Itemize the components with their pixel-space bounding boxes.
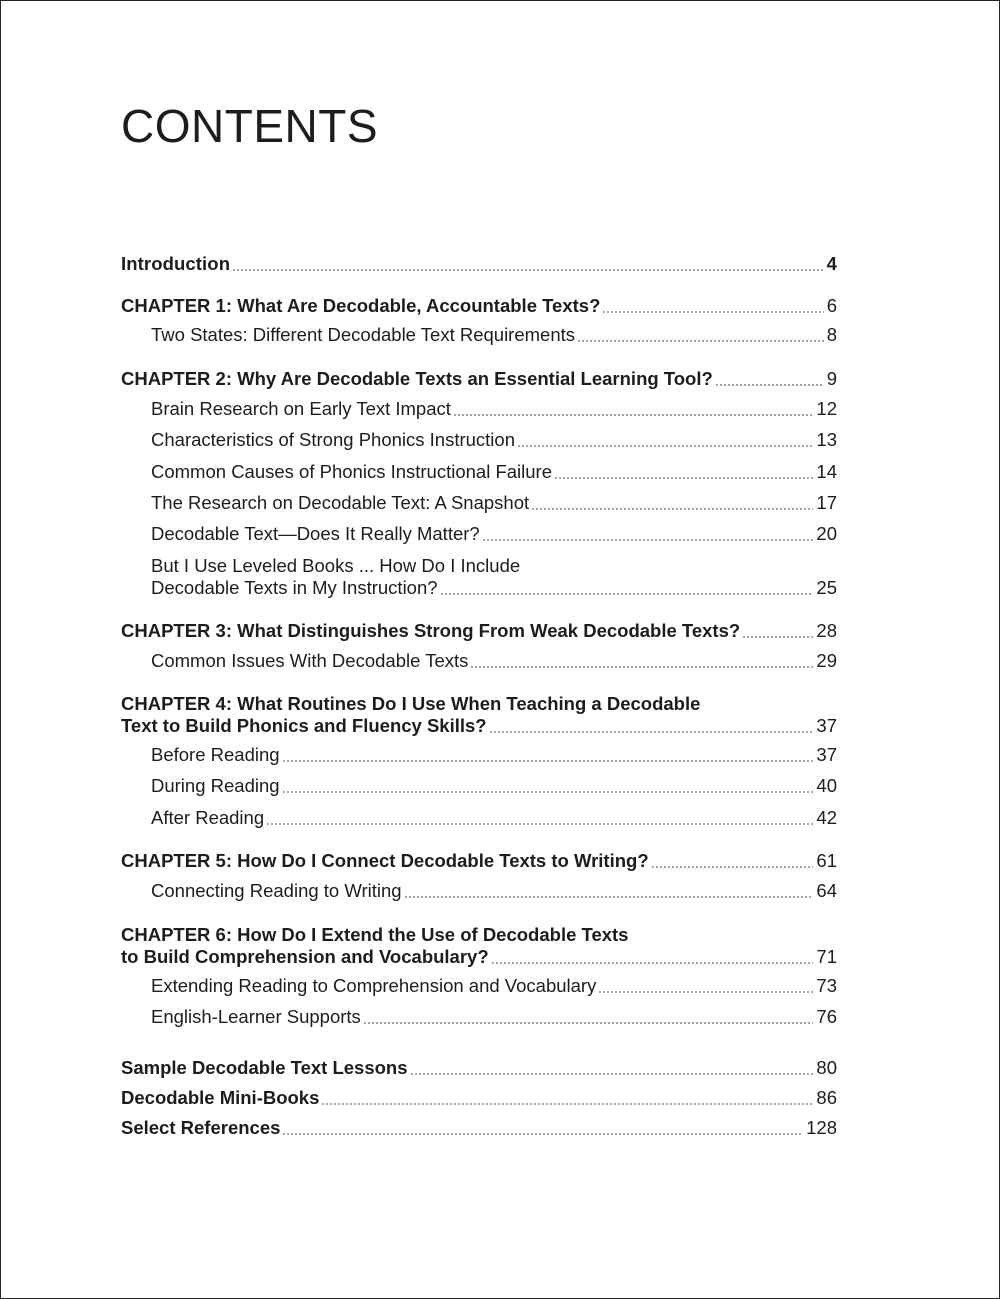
dot-leader [602, 311, 823, 313]
toc-entry-title [121, 620, 740, 642]
toc-entry-sample-lessons[interactable] [121, 1057, 837, 1079]
toc-entry-title: Sample Decodable Text Lessons [121, 1057, 408, 1078]
toc-page-number: 73 [816, 975, 837, 996]
toc-entry-title: Introduction [121, 253, 231, 274]
toc-page-number: 4 [826, 253, 837, 274]
dot-leader [282, 791, 814, 793]
toc-page-number: 8 [826, 324, 837, 345]
chapter-title-line1: What Routines Do I Use When Teaching a Decodable [237, 693, 701, 714]
toc-entry-title-line2: Decodable Texts in My Instruction? [151, 577, 438, 598]
chapter-label: CHAPTER 2: [121, 368, 233, 389]
toc-entry-title-line2: Text to Build Phonics and Fluency Skills? [121, 715, 487, 736]
dot-leader [598, 991, 813, 993]
toc-entry-two-states[interactable] [151, 324, 837, 346]
dot-leader [577, 340, 824, 342]
dot-leader [321, 1103, 813, 1105]
toc-page-number: 40 [816, 775, 837, 796]
toc-entry-title: The Research on Decodable Text: A Snapshot [151, 492, 530, 513]
dot-leader [282, 1133, 803, 1135]
toc-entry-title-line1 [121, 924, 837, 946]
toc-page-number: 29 [816, 650, 837, 671]
dot-leader [232, 269, 824, 271]
toc-entry-title: During Reading [151, 775, 280, 796]
toc-entry-title: Common Causes of Phonics Instructional Failure [151, 461, 553, 482]
toc-page-number: 6 [826, 295, 837, 316]
toc-page-number: 86 [816, 1087, 837, 1108]
toc-entry-title [121, 368, 713, 390]
chapter-label: CHAPTER 6: [121, 924, 233, 945]
toc-page-number: 9 [826, 368, 837, 389]
toc-entry-brain-research[interactable] [151, 398, 837, 420]
toc-entry-title: Select References [121, 1117, 281, 1138]
toc-entry-chapter-1[interactable] [121, 295, 837, 317]
toc-entry-extending-reading[interactable] [151, 975, 837, 997]
toc-entry-chapter-3[interactable] [121, 620, 837, 642]
dot-leader [742, 636, 813, 638]
dot-leader [482, 539, 814, 541]
dot-leader [715, 384, 824, 386]
toc-page-number: 13 [816, 429, 837, 450]
toc-page-number: 64 [816, 880, 837, 901]
dot-leader [470, 666, 813, 668]
page-title: CONTENTS [121, 100, 378, 152]
toc-page-number: 71 [816, 946, 837, 967]
dot-leader [554, 477, 813, 479]
toc-entry-english-learner[interactable] [151, 1006, 837, 1028]
toc-entry-title: Characteristics of Strong Phonics Instruction [151, 429, 515, 450]
dot-leader [491, 962, 814, 964]
toc-page-number: 80 [816, 1057, 837, 1078]
toc-entry-title: Before Reading [151, 744, 280, 765]
toc-entry-title: Brain Research on Early Text Impact [151, 398, 451, 419]
toc-entry-title: Decodable Text—Does It Really Matter? [151, 523, 480, 544]
toc-entry-common-causes[interactable] [151, 461, 837, 483]
toc-entry-introduction[interactable] [121, 253, 837, 275]
toc-entry-title-line2: to Build Comprehension and Vocabulary? [121, 946, 489, 967]
toc-entry-chapter-5[interactable] [121, 850, 837, 872]
chapter-title-line1: How Do I Extend the Use of Decodable Texts [237, 924, 629, 945]
dot-leader [531, 508, 813, 510]
dot-leader [282, 760, 814, 762]
toc-entry-leveled-books[interactable] [151, 555, 837, 599]
toc-entry-after-reading[interactable] [151, 807, 837, 829]
toc-page-number: 42 [816, 807, 837, 828]
toc-entry-characteristics[interactable] [151, 429, 837, 451]
chapter-title: What Distinguishes Strong From Weak Decodable Texts? [237, 620, 741, 641]
toc-entry-title: Common Issues With Decodable Texts [151, 650, 469, 671]
dot-leader [363, 1022, 814, 1024]
toc-entry-before-reading[interactable] [151, 744, 837, 766]
toc-entry-title-line1 [121, 693, 837, 715]
toc-page-number: 17 [816, 492, 837, 513]
toc-page-number: 128 [806, 1117, 837, 1138]
dot-leader [266, 823, 813, 825]
toc-entry-title: Connecting Reading to Writing [151, 880, 402, 901]
toc-page-number: 37 [816, 744, 837, 765]
chapter-title: What Are Decodable, Accountable Texts? [237, 295, 601, 316]
toc-entry-common-issues[interactable] [151, 650, 837, 672]
toc-entry-title: Decodable Mini-Books [121, 1087, 320, 1108]
toc-entry-title: English-Learner Supports [151, 1006, 361, 1027]
table-of-contents [1, 1, 999, 1298]
dot-leader [440, 593, 814, 595]
toc-entry-mini-books[interactable] [121, 1087, 837, 1109]
dot-leader [404, 896, 814, 898]
dot-leader [410, 1073, 814, 1075]
chapter-label: CHAPTER 3: [121, 620, 233, 641]
toc-entry-title-line1: But I Use Leveled Books ... How Do I Include [151, 555, 521, 576]
toc-entry-chapter-6[interactable] [121, 924, 837, 968]
dot-leader [517, 445, 813, 447]
toc-page-number: 28 [816, 620, 837, 641]
toc-entry-title: After Reading [151, 807, 265, 828]
toc-entry-title [121, 295, 600, 317]
dot-leader [453, 414, 814, 416]
chapter-label: CHAPTER 1: [121, 295, 233, 316]
toc-entry-references[interactable] [121, 1117, 837, 1139]
toc-entry-does-it-matter[interactable] [151, 523, 837, 545]
toc-entry-during-reading[interactable] [151, 775, 837, 797]
chapter-label: CHAPTER 4: [121, 693, 233, 714]
toc-page-number: 61 [816, 850, 837, 871]
toc-page-number: 37 [816, 715, 837, 736]
toc-entry-title: Extending Reading to Comprehension and Vocabulary [151, 975, 597, 996]
toc-page-number: 76 [816, 1006, 837, 1027]
toc-entry-connecting-reading[interactable] [151, 880, 837, 902]
toc-entry-chapter-4[interactable] [121, 693, 837, 737]
chapter-title: How Do I Connect Decodable Texts to Writing? [237, 850, 649, 871]
toc-entry-research-snapshot[interactable] [151, 492, 837, 514]
toc-page-number: 25 [816, 577, 837, 598]
toc-page-number: 14 [816, 461, 837, 482]
dot-leader [651, 866, 814, 868]
toc-page-number: 12 [816, 398, 837, 419]
toc-entry-title: Two States: Different Decodable Text Requirements [151, 324, 576, 345]
toc-entry-title [121, 850, 649, 872]
toc-entry-chapter-2[interactable] [121, 368, 837, 390]
dot-leader [489, 731, 814, 733]
chapter-label: CHAPTER 5: [121, 850, 233, 871]
chapter-title: Why Are Decodable Texts an Essential Learning Tool? [237, 368, 713, 389]
toc-page-number: 20 [816, 523, 837, 544]
